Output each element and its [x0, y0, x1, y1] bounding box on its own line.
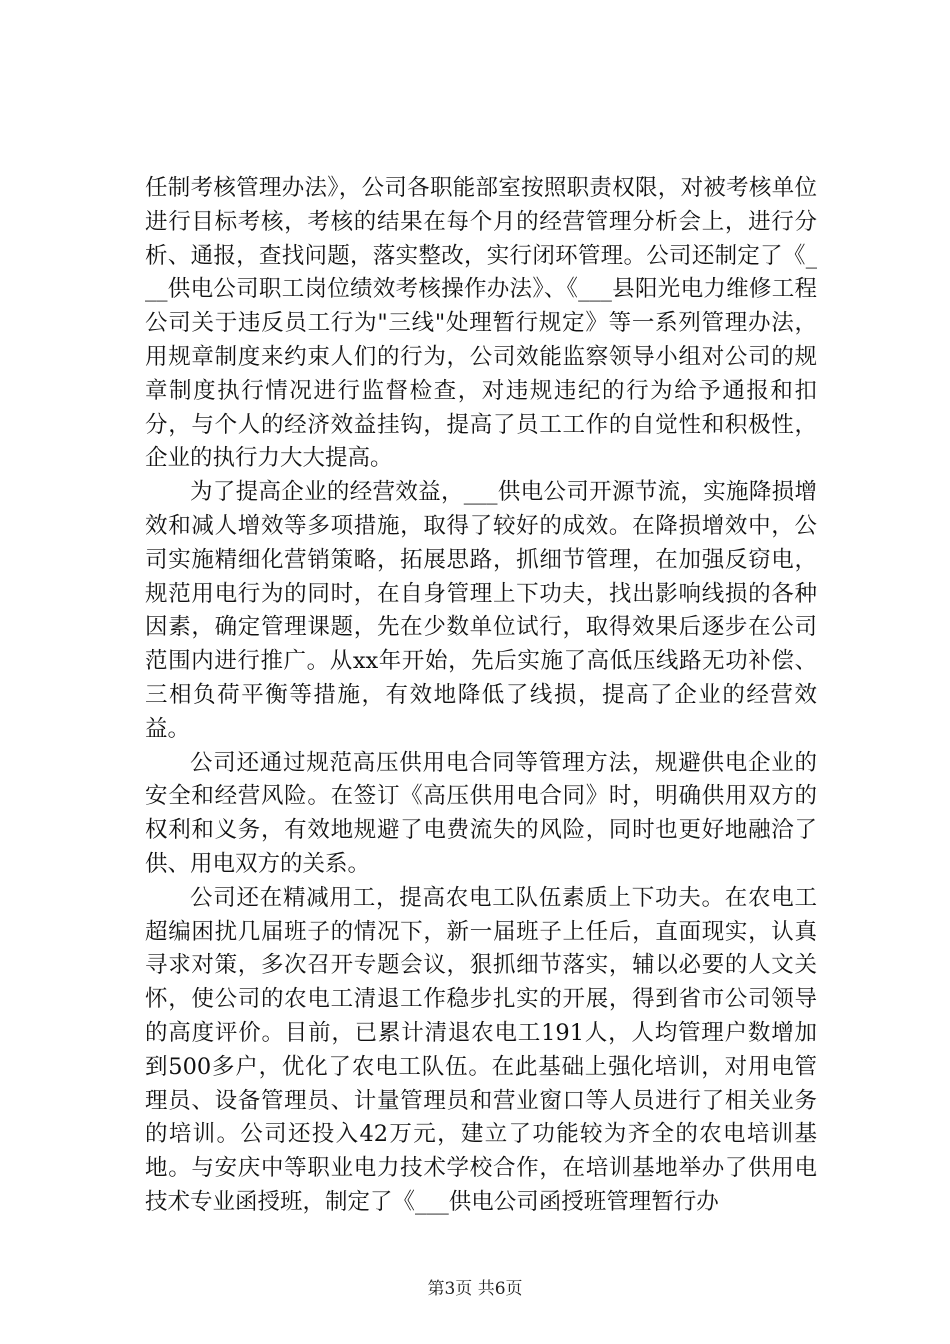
paragraph-1: 任制考核管理办法》，公司各职能部室按照职责权限，对被考核单位进行目标考核，考核的结果在每个月的经营管理分析会上，进行分析、通报，查找问题，落实整改，实行闭环管理。公司还制定了《___供电公司职工岗位绩效考核操作办法》、《___县阳光电力维修工程公司关于违反员工行为"三线"处理暂行规定》等一系列管理办法，用规章制度来约束人们的行为，公司效能监察领导小组对公司的规章制度执行情况进行监督检查，对违规违纪的行为给予通报和扣分，与个人的经济效益挂钩，提高了员工工作的自觉性和积极性，企业的执行力大大提高。	[145, 175, 817, 472]
paragraph-3: 公司还通过规范高压供用电合同等管理方法，规避供电企业的安全和经营风险。在签订《高压供用电合同》时，明确供用双方的权利和义务，有效地规避了电费流失的风险，同时也更好地融洽了供、用电双方的关系。	[145, 749, 817, 877]
document-body	[145, 172, 817, 1220]
page-number-footer: 第3页 共6页	[427, 1279, 523, 1299]
paragraph-2: 为了提高企业的经营效益，___供电公司开源节流，实施降损增效和减人增效等多项措施，取得了较好的成效。在降损增效中，公司实施精细化营销策略，拓展思路，抓细节管理，在加强反窃电，规范用电行为的同时，在自身管理上下功夫，找出影响线损的各种因素，确定管理课题，先在少数单位试行，取得效果后逐步在公司范围内进行推广。从xx年开始，先后实施了高低压线路无功补偿、三相负荷平衡等措施，有效地降低了线损，提高了企业的经营效益。	[145, 479, 817, 742]
paragraph-4: 公司还在精减用工，提高农电工队伍素质上下功夫。在农电工超编困扰几届班子的情况下，新一届班子上任后，直面现实，认真寻求对策，多次召开专题会议，狠抓细节落实，辅以必要的人文关怀，使公司的农电工清退工作稳步扎实的开展，得到省市公司领导的高度评价。目前，已累计清退农电工191人，人均管理户数增加到500多户，优化了农电工队伍。在此基础上强化培训，对用电管理员、设备管理员、计量管理员和营业窗口等人员进行了相关业务的培训。公司还投入42万元，建立了功能较为齐全的农电培训基地。与安庆中等职业电力技术学校合作，在培训基地举办了供用电技术专业函授班，制定了《___供电公司函授班管理暂行办	[145, 884, 817, 1215]
